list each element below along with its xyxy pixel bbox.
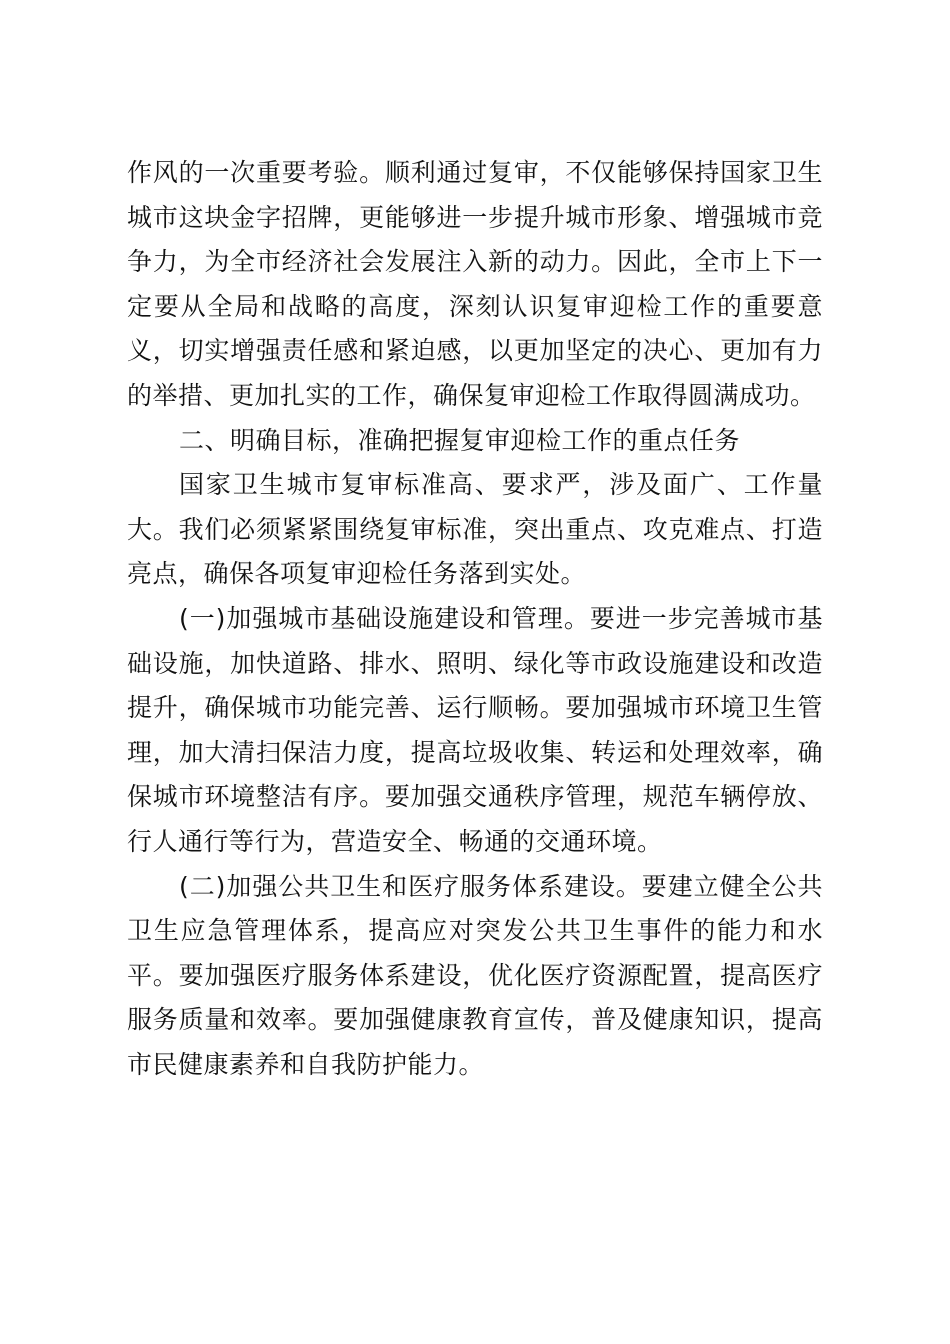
section-heading-2: 二、明确目标，准确把握复审迎检工作的重点任务 xyxy=(179,425,741,455)
paragraph-continuation: 作风的一次重要考验。顺利通过复审，不仅能够保持国家卫生城市这块金字招牌，更能够进一步提升城市形象、增强城市竞争力，为全市经济社会发展注入新的动力。因此，全市上下一定要从全局和战略的高度，深刻认识复审迎检工作的重要意义，切实增强责任感和紧迫感，以更加坚定的决心、更加有力的举措、更加扎实的工作，确保复审迎检工作取得圆满成功。 xyxy=(127,158,823,410)
paragraph-item-1: (一)加强城市基础设施建设和管理。要进一步完善城市基础设施，加快道路、排水、照明、绿化等市政设施建设和改造提升，确保城市功能完善、运行顺畅。要加强城市环境卫生管理，加大清扫保洁力度，提高垃圾收集、转运和处理效率，确保城市环境整洁有序。要加强交通秩序管理，规范车辆停放、行人通行等行为，营造安全、畅通的交通环境。 xyxy=(127,603,823,856)
paragraph-item-2: (二)加强公共卫生和医疗服务体系建设。要建立健全公共卫生应急管理体系，提高应对突发公共卫生事件的能力和水平。要加强医疗服务体系建设，优化医疗资源配置，提高医疗服务质量和效率。要加强健康教育宣传，普及健康知识，提高市民健康素养和自我防护能力。 xyxy=(127,871,823,1079)
paragraph-intro: 国家卫生城市复审标准高、要求严，涉及面广、工作量大。我们必须紧紧围绕复审标准，突出重点、攻克难点、打造亮点，确保各项复审迎检任务落到实处。 xyxy=(127,470,823,589)
document-body xyxy=(127,151,823,1087)
